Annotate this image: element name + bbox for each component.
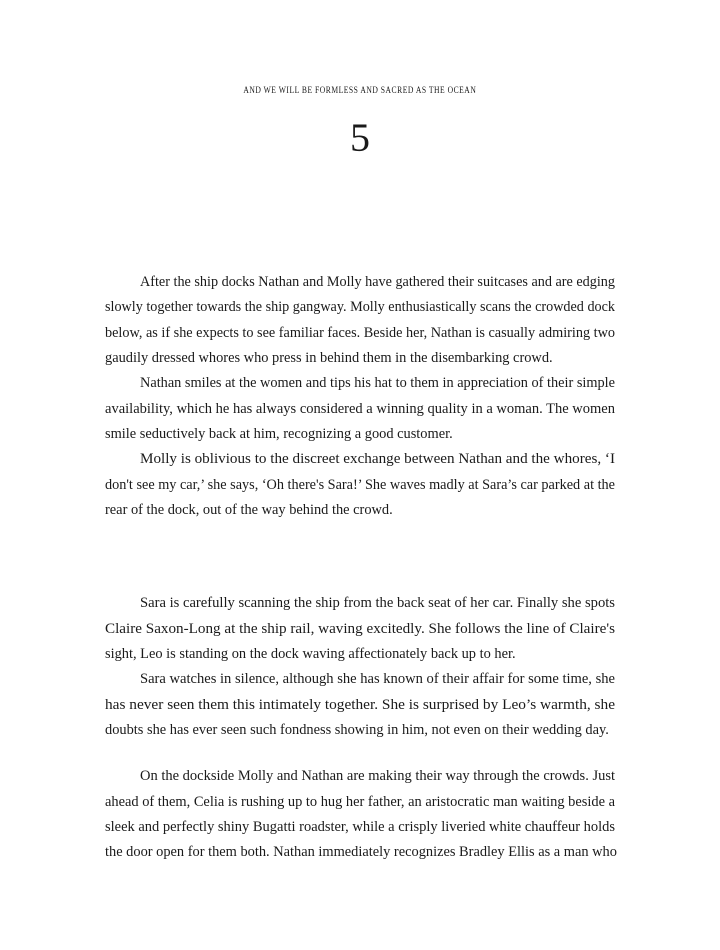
- text-line-content: Claire Saxon-Long at the ship rail, waving excitedly. She follows the line of Claire's: [105, 620, 615, 637]
- text-line: [105, 346, 615, 371]
- text-line: [105, 790, 615, 815]
- text-line: [105, 591, 615, 616]
- text-line: [105, 397, 615, 422]
- text-line-content: rear of the dock, out of the way behind the crowd.: [105, 501, 393, 518]
- text-line: [105, 667, 615, 692]
- text-line: [105, 270, 615, 295]
- text-line-content: below, as if she expects to see familiar faces. Beside her, Nathan is casually admiring two: [105, 324, 615, 341]
- paragraph: [105, 371, 615, 447]
- paragraph: [105, 667, 615, 743]
- text-line-content: has never seen them this intimately together. She is surprised by Leo’s warmth, she: [105, 696, 615, 713]
- text-line: [105, 447, 615, 472]
- text-line-content: sleek and perfectly shiny Bugatti roadster, while a crisply liveried white chauffeur holds: [105, 818, 615, 835]
- running-header: [105, 85, 615, 95]
- paragraph: [105, 764, 615, 865]
- running-header-text: AND WE WILL BE FORMLESS AND SACRED AS THE OCEAN: [243, 85, 477, 95]
- text-line-content: Nathan smiles at the women and tips his hat to them in appreciation of their simple: [140, 375, 615, 392]
- text-line-content: ahead of them, Celia is rushing up to hug her father, an aristocratic man waiting beside a: [105, 793, 615, 810]
- text-line: [105, 642, 615, 667]
- text-line: [105, 321, 615, 346]
- text-line: [105, 617, 615, 642]
- paragraph: [105, 270, 615, 371]
- text-line: [105, 473, 615, 498]
- text-line-content: Sara is carefully scanning the ship from the back seat of her car. Finally she spots: [140, 595, 615, 612]
- text-line-content: doubts she has ever seen such fondness showing in him, not even on their wedding day.: [105, 721, 609, 738]
- text-line-content: After the ship docks Nathan and Molly have gathered their suitcases and are edging: [140, 274, 615, 290]
- text-line-content: don't see my car,’ she says, ‘Oh there's Sara!’ She waves madly at Sara’s car parked at the: [105, 476, 615, 493]
- text-line-content: Sara watches in silence, although she has known of their affair for some time, she: [140, 671, 615, 688]
- text-line-content: sight, Leo is standing on the dock waving affectionately back up to her.: [105, 645, 516, 662]
- text-line: [105, 371, 615, 396]
- text-line-content: gaudily dressed whores who press in behind them in the disembarking crowd.: [105, 349, 553, 366]
- paragraph: [105, 591, 615, 667]
- paragraph: [105, 447, 615, 523]
- body-text: [105, 270, 615, 866]
- text-line: [105, 840, 615, 865]
- text-line-content: smile seductively back at him, recognizing a good customer.: [105, 425, 453, 442]
- text-line: [105, 295, 615, 320]
- text-line-content: availability, which he has always considered a winning quality in a woman. The women: [105, 400, 615, 417]
- text-line-content: the door open for them both. Nathan immediately recognizes Bradley Ellis as a man who: [105, 844, 617, 861]
- chapter-number: 5: [350, 115, 370, 160]
- text-line: [105, 764, 615, 789]
- text-line: [105, 693, 615, 718]
- text-line-content: Molly is oblivious to the discreet exchange between Nathan and the whores, ‘I: [140, 451, 615, 468]
- text-line: [105, 718, 615, 743]
- text-line: [105, 815, 615, 840]
- text-line-content: slowly together towards the ship gangway. Molly enthusiastically scans the crowded dock: [105, 299, 615, 316]
- text-line: [105, 498, 615, 523]
- text-line-content: On the dockside Molly and Nathan are making their way through the crowds. Just: [140, 768, 615, 785]
- text-line: [105, 422, 615, 447]
